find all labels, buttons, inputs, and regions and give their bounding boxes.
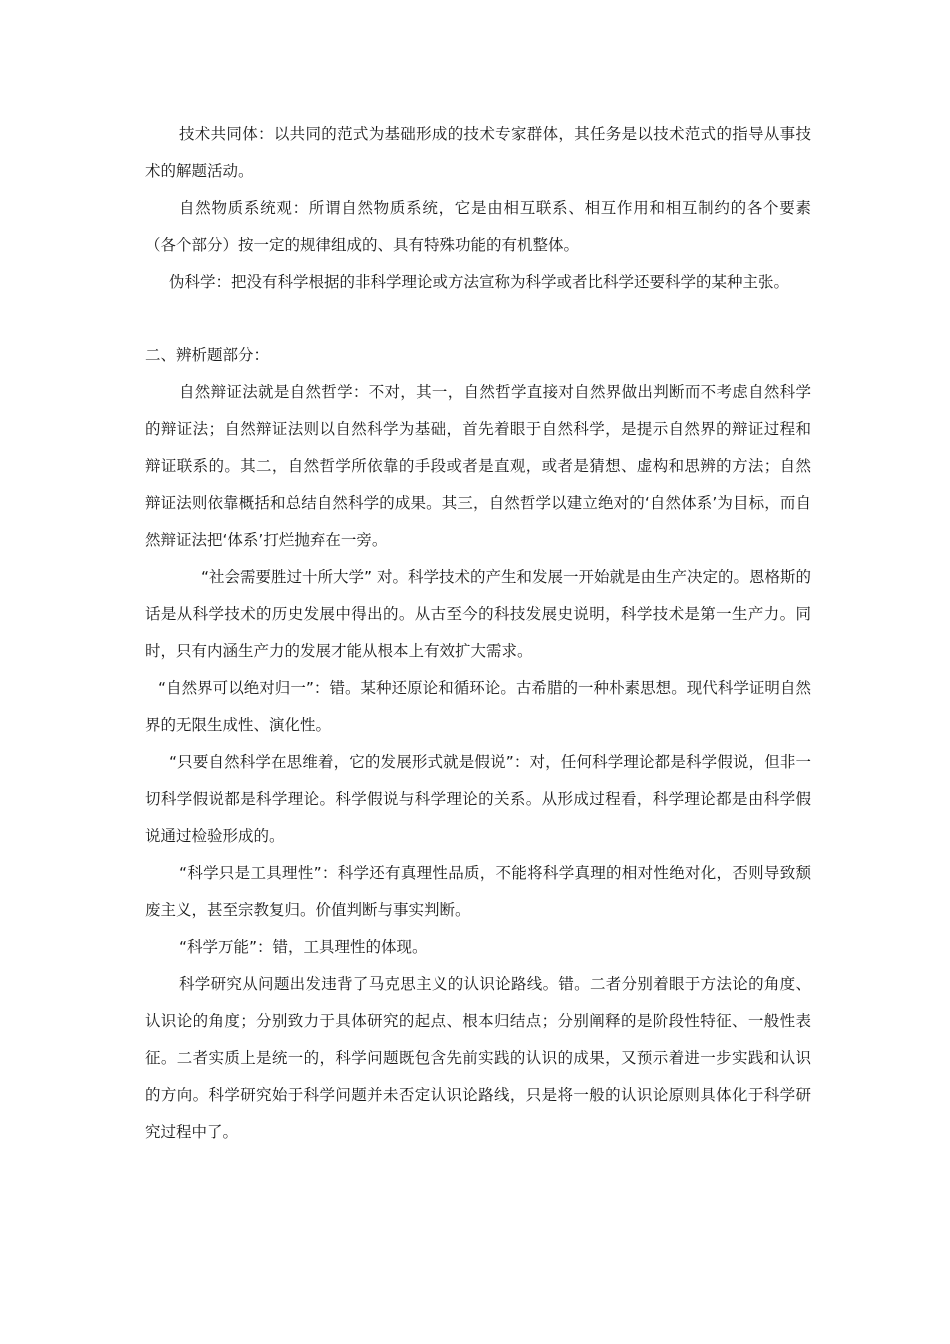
definition-pseudoscience: 伪科学：把没有科学根据的非科学理论或方法宣称为科学或者比科学还要科学的某种主张。 xyxy=(169,273,790,291)
analysis-item-hypothesis: “只要自然科学在思维着，它的发展形式就是假说”：对，任何科学理论都是科学假说，但非一切科学假说都是科学理论。科学假说与科学理论的关系。从形成过程看，科学理论都是由科学假说通过检验形成的。 xyxy=(145,753,811,845)
analysis-item-dialectics: 自然辩证法就是自然哲学：不对，其一，自然哲学直接对自然界做出判断而不考虑自然科学的辩证法；自然辩证法则以自然科学为基础，首先着眼于自然科学，是提示自然界的辩证过程和辩证联系的。其二，自然哲学所依靠的手段或者是直观，或者是猜想、虚构和思辨的方法；自然辩证法则依靠概括和总结自然科学的成果。其三，自然哲学以建立绝对的‘自然体系’为目标，而自然辩证法把‘体系’打烂抛弃在一旁。 xyxy=(145,383,811,549)
section-spacer xyxy=(145,301,811,337)
document-body xyxy=(145,116,811,1151)
analysis-item-instrumental-reason: “科学只是工具理性”：科学还有真理性品质，不能将科学真理的相对性绝对化，否则导致颓废主义，甚至宗教复归。价值判断与事实判断。 xyxy=(145,864,811,919)
definition-technical-community: 技术共同体：以共同的范式为基础形成的技术专家群体，其任务是以技术范式的指导从事技术的解题活动。 xyxy=(145,125,811,180)
analysis-item-science-omnipotent: “科学万能”：错，工具理性的体现。 xyxy=(179,938,428,956)
analysis-item-research-from-problems: 科学研究从问题出发违背了马克思主义的认识论路线。错。二者分别着眼于方法论的角度、认识论的角度；分别致力于具体研究的起点、根本归结点；分别阐释的是阶段性特征、一般性表征。二者实质上是统一的，科学问题既包含先前实践的认识的成果，又预示着进一步实践和认识的方向。科学研究始于科学问题并未否定认识论路线，只是将一般的认识论原则具体化于科学研究过程中了。 xyxy=(145,975,811,1141)
definition-natural-material-system: 自然物质系统观：所谓自然物质系统，它是由相互联系、相互作用和相互制约的各个要素（各个部分）按一定的规律组成的、具有特殊功能的有机整体。 xyxy=(145,199,811,254)
analysis-item-social-need: “社会需要胜过十所大学” 对。科学技术的产生和发展一开始就是由生产决定的。恩格斯的话是从科学技术的历史发展中得出的。从古至今的科技发展史说明，科学技术是第一生产力。同时，只有内涵生产力的发展才能从根本上有效扩大需求。 xyxy=(145,568,811,660)
section-heading: 二、辨析题部分： xyxy=(145,346,270,364)
analysis-item-nature-unity: “自然界可以绝对归一”：错。某种还原论和循环论。古希腊的一种朴素思想。现代科学证明自然界的无限生成性、演化性。 xyxy=(145,679,811,734)
